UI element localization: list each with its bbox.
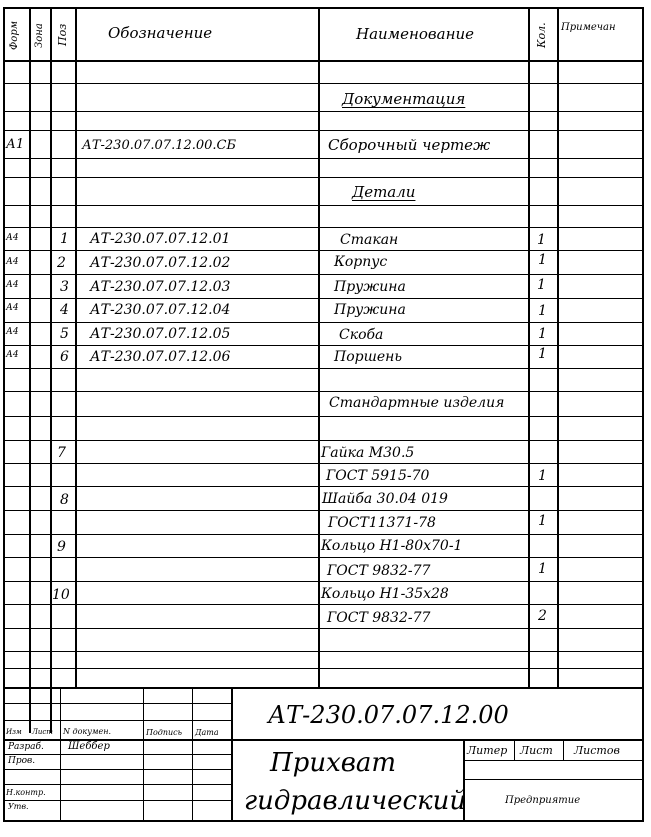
- stamp-main-divider: [231, 687, 233, 820]
- col-line-note: [557, 7, 559, 687]
- std-qty: 1: [538, 513, 547, 529]
- part-designation: АТ-230.07.07.12.04: [90, 302, 231, 318]
- stamp-code-bottom: [231, 739, 644, 741]
- row-line: [3, 177, 644, 178]
- std-line1: Гайка М30.5: [321, 445, 415, 461]
- row-line: [3, 391, 644, 392]
- stamp-code: АТ-230.07.07.12.00: [268, 701, 509, 729]
- row-line: [3, 557, 644, 558]
- part-qty: 1: [537, 277, 546, 293]
- row-line: [3, 510, 644, 511]
- col-line-name: [318, 7, 320, 687]
- header-zone: Зона: [34, 23, 45, 48]
- std-pos: 9: [57, 539, 66, 555]
- std-pos: 7: [57, 445, 66, 461]
- header-name: Наименование: [356, 25, 475, 43]
- header-note: Примечан: [561, 22, 616, 33]
- row-line: [3, 651, 644, 652]
- stamp-line: [3, 769, 231, 770]
- part-name: Пружина: [334, 302, 406, 318]
- std-line2: ГОСТ 9832-77: [327, 610, 431, 626]
- row-line: [3, 345, 644, 346]
- header-qty: Кол.: [535, 22, 548, 48]
- stamp-line: [3, 720, 231, 721]
- row-line: [3, 534, 644, 535]
- stamp-title-line2: гидравлический: [244, 786, 467, 816]
- stamp-col-sign: Подпись: [146, 728, 183, 737]
- col-line-pos: [50, 7, 52, 733]
- header-format: Форм: [9, 20, 20, 50]
- stamp-line: [463, 760, 644, 761]
- part-name: Пружина: [334, 279, 406, 295]
- row-line: [3, 205, 644, 206]
- std-qty: 1: [538, 561, 547, 577]
- header-bottom-line: [3, 60, 644, 62]
- std-line2: ГОСТ 5915-70: [326, 468, 430, 484]
- row-line: [3, 322, 644, 323]
- part-qty: 1: [538, 346, 547, 362]
- row-line: [3, 581, 644, 582]
- row-line: [3, 463, 644, 464]
- row-line: [3, 158, 644, 159]
- std-line2: ГОСТ11371-78: [328, 515, 436, 531]
- col-line-designation: [75, 7, 77, 687]
- stamp-col-izm: Изм: [6, 728, 22, 736]
- part-designation: АТ-230.07.07.12.03: [90, 279, 231, 295]
- stamp-top-line: [3, 687, 644, 689]
- header-designation: Обозначение: [108, 24, 213, 42]
- frame-top: [3, 7, 644, 9]
- row-line: [3, 668, 644, 669]
- header-pos: Поз: [56, 23, 69, 46]
- doc-name: Сборочный чертеж: [328, 136, 491, 154]
- stamp-line: [3, 703, 231, 704]
- part-name: Поршень: [334, 349, 402, 365]
- row-line: [3, 486, 644, 487]
- part-pos: 5: [60, 326, 69, 342]
- col-line-zone: [29, 7, 31, 733]
- col-line-qty: [528, 7, 530, 687]
- section-documentation: Документация: [342, 90, 466, 108]
- stamp-line: [3, 754, 231, 755]
- std-qty: 2: [538, 608, 547, 624]
- part-pos: 4: [60, 302, 69, 318]
- part-format: А4: [6, 257, 19, 267]
- row-line: [3, 440, 644, 441]
- stamp-sheets: Листов: [574, 744, 620, 757]
- stamp-razrab-name: Шеббер: [68, 741, 110, 752]
- std-qty: 1: [538, 468, 547, 484]
- part-designation: АТ-230.07.07.12.01: [90, 231, 231, 247]
- stamp-col-ndoc: N докумен.: [63, 727, 112, 736]
- part-format: А4: [6, 350, 19, 360]
- stamp-sheet: Лист: [520, 744, 553, 757]
- row-line: [3, 111, 644, 112]
- doc-designation: АТ-230.07.07.12.00.СБ: [82, 138, 237, 153]
- stamp-liter: Литер: [467, 744, 508, 757]
- stamp-line: [3, 800, 231, 801]
- stamp-line: [463, 779, 644, 780]
- part-format: А4: [6, 327, 19, 337]
- std-pos: 8: [60, 492, 69, 508]
- stamp-enterprise: Предприятие: [505, 795, 581, 806]
- std-pos: 10: [52, 587, 70, 603]
- stamp-utv-label: Утв.: [8, 802, 29, 811]
- part-qty: 1: [538, 252, 547, 268]
- stamp-line: [3, 739, 231, 741]
- row-line: [3, 130, 644, 131]
- part-format: А4: [6, 280, 19, 290]
- part-designation: АТ-230.07.07.12.06: [90, 349, 231, 365]
- part-format: А4: [6, 233, 19, 243]
- std-line1: Кольцо Н1-35х28: [321, 586, 449, 602]
- std-line1: Кольцо Н1-80х70-1: [321, 538, 463, 554]
- doc-format: А1: [6, 137, 25, 152]
- section-standard: Стандартные изделия: [329, 395, 505, 411]
- part-name: Скоба: [339, 327, 384, 343]
- part-name: Стакан: [340, 232, 399, 248]
- part-designation: АТ-230.07.07.12.02: [90, 255, 231, 271]
- row-line: [3, 250, 644, 251]
- row-line: [3, 83, 644, 84]
- std-line1: Шайба 30.04 019: [322, 491, 448, 507]
- row-line: [3, 227, 644, 228]
- stamp-prov-label: Пров.: [8, 756, 36, 766]
- row-line: [3, 416, 644, 417]
- stamp-razrab-label: Разраб.: [8, 742, 44, 752]
- stamp-col-list: Лист: [32, 728, 53, 736]
- part-format: А4: [6, 303, 19, 313]
- section-parts: Детали: [352, 183, 416, 201]
- std-line2: ГОСТ 9832-77: [327, 563, 431, 579]
- part-pos: 3: [60, 279, 69, 295]
- row-line: [3, 368, 644, 369]
- row-line: [3, 604, 644, 605]
- part-pos: 6: [60, 349, 69, 365]
- part-pos: 1: [60, 231, 69, 247]
- stamp-nkontr-label: Н.контр.: [6, 788, 46, 797]
- row-line: [3, 298, 644, 299]
- row-line: [3, 274, 644, 275]
- part-pos: 2: [57, 255, 66, 271]
- part-qty: 1: [538, 326, 547, 342]
- part-designation: АТ-230.07.07.12.05: [90, 326, 231, 342]
- stamp-title-line1: Прихват: [270, 748, 397, 778]
- stamp-line: [563, 739, 564, 761]
- stamp-col-date: Дата: [195, 728, 219, 737]
- stamp-line: [514, 739, 515, 761]
- stamp-line: [3, 784, 231, 785]
- row-line: [3, 628, 644, 629]
- part-qty: 1: [537, 232, 546, 248]
- frame-bottom: [3, 820, 644, 822]
- part-qty: 1: [538, 303, 547, 319]
- part-name: Корпус: [334, 254, 388, 270]
